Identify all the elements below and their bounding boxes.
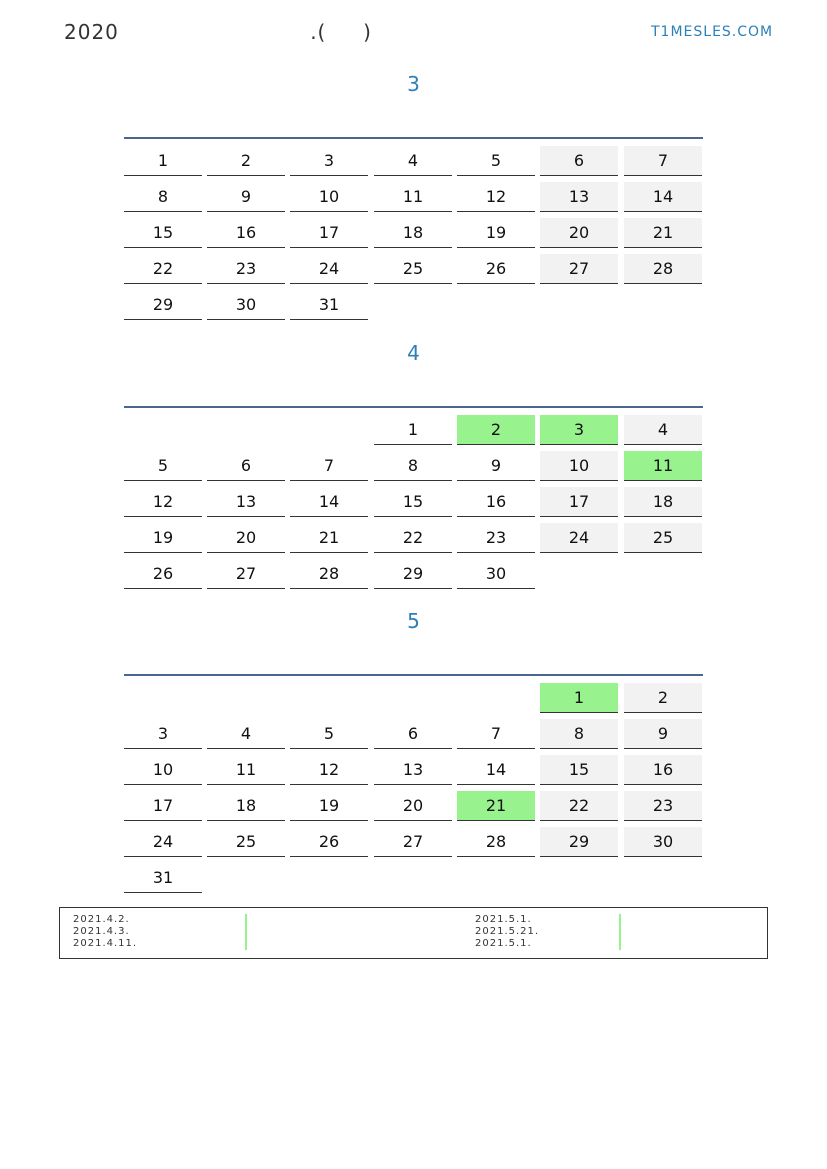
day-cell: 9 [457, 451, 535, 481]
day-cell: 9 [207, 182, 285, 212]
day-cell: 3 [124, 719, 202, 749]
holiday-note: 2021.5.1. [475, 914, 532, 925]
day-cell: 29 [124, 290, 202, 320]
holiday-marker-bar [245, 926, 247, 938]
day-cell: 15 [540, 755, 618, 785]
day-cell: 20 [374, 791, 452, 821]
day-cell: 23 [207, 254, 285, 284]
day-cell: 10 [290, 182, 368, 212]
day-cell: 26 [457, 254, 535, 284]
day-cell: 18 [207, 791, 285, 821]
day-cell: 18 [624, 487, 702, 517]
day-cell: 4 [374, 146, 452, 176]
day-cell: 13 [207, 487, 285, 517]
day-cell: 8 [124, 182, 202, 212]
day-cell: 4 [624, 415, 702, 445]
day-cell: 11 [624, 451, 702, 481]
day-cell: 27 [374, 827, 452, 857]
day-cell: 5 [457, 146, 535, 176]
day-cell: 11 [207, 755, 285, 785]
day-cell: 28 [457, 827, 535, 857]
day-cell: 26 [290, 827, 368, 857]
day-cell: 28 [290, 559, 368, 589]
day-cell: 5 [124, 451, 202, 481]
day-cell: 26 [124, 559, 202, 589]
holiday-note: 2021.4.3. [73, 926, 130, 937]
day-cell: 6 [207, 451, 285, 481]
day-cell: 21 [624, 218, 702, 248]
day-cell: 17 [290, 218, 368, 248]
day-cell: 3 [290, 146, 368, 176]
day-cell: 8 [540, 719, 618, 749]
day-cell: 5 [290, 719, 368, 749]
day-cell: 29 [374, 559, 452, 589]
day-cell: 12 [290, 755, 368, 785]
day-cell: 13 [374, 755, 452, 785]
day-cell: 9 [624, 719, 702, 749]
month-title: 5 [407, 609, 420, 633]
holiday-note: 2021.4.2. [73, 914, 130, 925]
day-cell: 16 [624, 755, 702, 785]
day-cell: 22 [540, 791, 618, 821]
document-title: 2020 .( ) [64, 20, 372, 44]
day-cell: 8 [374, 451, 452, 481]
day-cell: 23 [624, 791, 702, 821]
day-cell: 24 [540, 523, 618, 553]
day-cell: 14 [457, 755, 535, 785]
day-cell: 24 [290, 254, 368, 284]
holiday-marker-bar [245, 938, 247, 950]
day-cell: 23 [457, 523, 535, 553]
day-cell: 13 [540, 182, 618, 212]
day-cell: 7 [457, 719, 535, 749]
month-title: 3 [407, 72, 420, 96]
holiday-note: 2021.4.11. [73, 938, 138, 949]
holiday-marker-bar [619, 938, 621, 950]
day-cell: 24 [124, 827, 202, 857]
month-calendar [124, 406, 703, 583]
month-title: 4 [407, 341, 420, 365]
day-cell: 22 [374, 523, 452, 553]
day-cell: 29 [540, 827, 618, 857]
holiday-note: 2021.5.1. [475, 938, 532, 949]
day-cell: 20 [207, 523, 285, 553]
day-cell: 25 [624, 523, 702, 553]
day-cell: 2 [457, 415, 535, 445]
holiday-note: 2021.5.21. [475, 926, 540, 937]
day-cell: 1 [374, 415, 452, 445]
day-cell: 30 [624, 827, 702, 857]
day-cell: 30 [207, 290, 285, 320]
day-cell: 21 [457, 791, 535, 821]
day-cell: 4 [207, 719, 285, 749]
day-cell: 7 [290, 451, 368, 481]
holiday-marker-bar [619, 914, 621, 926]
day-cell: 22 [124, 254, 202, 284]
day-cell: 19 [457, 218, 535, 248]
day-cell: 30 [457, 559, 535, 589]
day-cell: 25 [207, 827, 285, 857]
day-cell: 27 [540, 254, 618, 284]
day-cell: 17 [540, 487, 618, 517]
day-cell: 17 [124, 791, 202, 821]
day-cell: 20 [540, 218, 618, 248]
day-cell: 2 [207, 146, 285, 176]
day-cell: 12 [457, 182, 535, 212]
day-cell: 25 [374, 254, 452, 284]
holiday-marker-bar [619, 926, 621, 938]
day-cell: 16 [207, 218, 285, 248]
day-cell: 11 [374, 182, 452, 212]
day-cell: 21 [290, 523, 368, 553]
day-cell: 10 [540, 451, 618, 481]
day-cell: 27 [207, 559, 285, 589]
day-cell: 28 [624, 254, 702, 284]
day-cell: 6 [540, 146, 618, 176]
day-cell: 18 [374, 218, 452, 248]
day-cell: 1 [124, 146, 202, 176]
holiday-notes-box [59, 907, 768, 959]
day-cell: 19 [290, 791, 368, 821]
day-cell: 14 [624, 182, 702, 212]
day-cell: 19 [124, 523, 202, 553]
month-calendar [124, 137, 703, 314]
site-brand-link[interactable]: T1MESLES.COM [651, 24, 774, 40]
day-cell: 10 [124, 755, 202, 785]
holiday-marker-bar [245, 914, 247, 926]
day-cell: 6 [374, 719, 452, 749]
day-cell: 3 [540, 415, 618, 445]
day-cell: 2 [624, 683, 702, 713]
month-calendar [124, 674, 703, 887]
day-cell: 7 [624, 146, 702, 176]
day-cell: 14 [290, 487, 368, 517]
day-cell: 15 [374, 487, 452, 517]
day-cell: 16 [457, 487, 535, 517]
day-cell: 31 [290, 290, 368, 320]
day-cell: 12 [124, 487, 202, 517]
day-cell: 1 [540, 683, 618, 713]
day-cell: 31 [124, 863, 202, 893]
day-cell: 15 [124, 218, 202, 248]
